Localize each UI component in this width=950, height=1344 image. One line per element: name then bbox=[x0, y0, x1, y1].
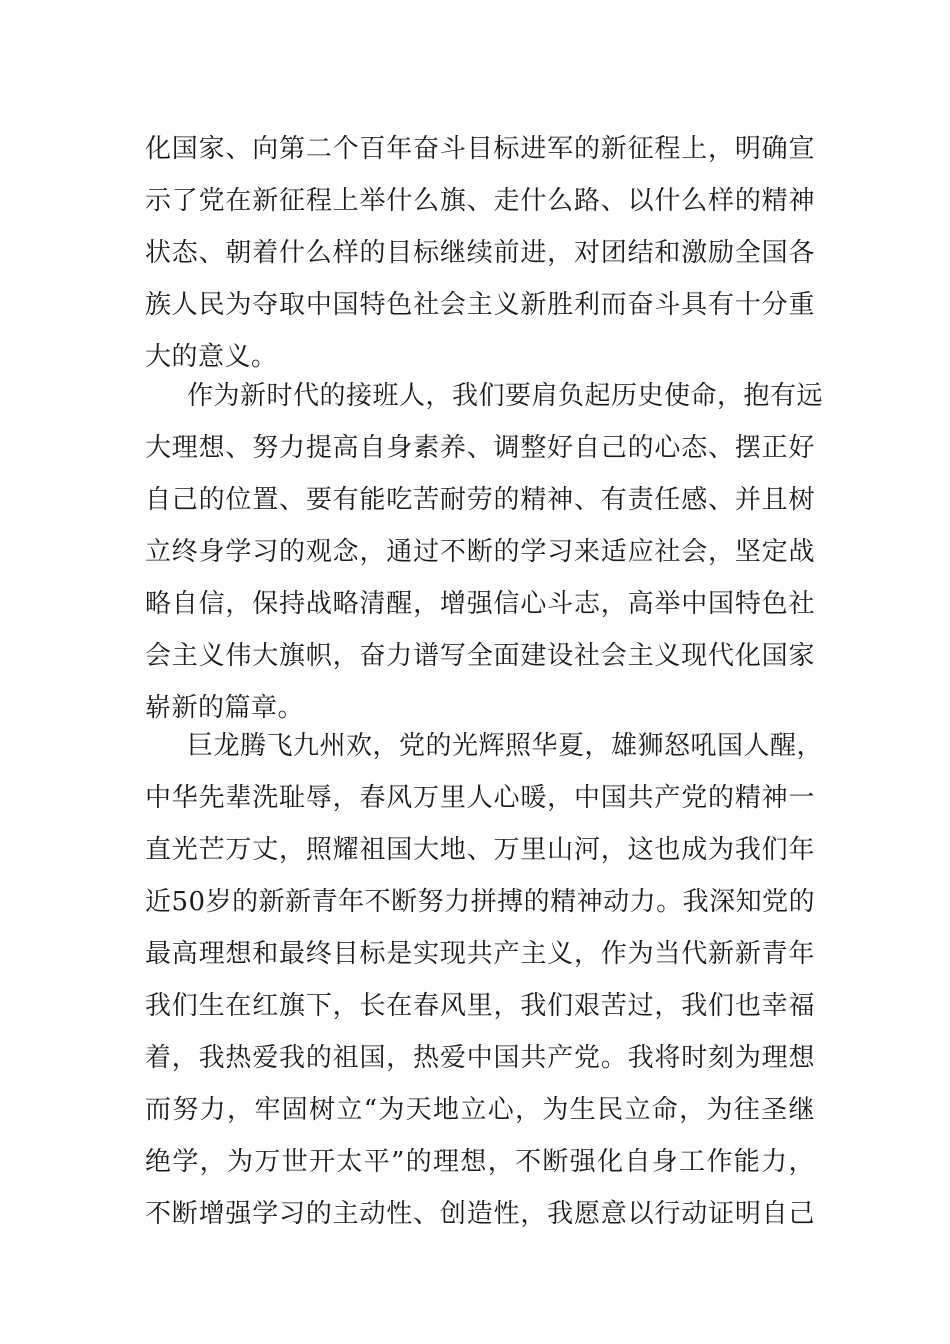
text-line: 化国家、向第二个百年奋斗目标进军的新征程上，明确宣 bbox=[145, 134, 815, 164]
text-line: 近50岁的新新青年不断努力拼搏的精神动力。我深知党的 bbox=[145, 887, 816, 917]
text-line: 着，我热爱我的祖国，热爱中国共产党。我将时刻为理想 bbox=[145, 1043, 815, 1073]
paragraph-2 bbox=[145, 370, 824, 734]
text-line: 巨龙腾飞九州欢，党的光辉照华夏，雄狮怒吼国人醒， bbox=[187, 731, 824, 761]
text-line: 而努力，牢固树立“为天地立心，为生民立命，为往圣继 bbox=[145, 1095, 815, 1125]
text-line: 立终身学习的观念，通过不断的学习来适应社会，坚定战 bbox=[145, 537, 815, 567]
text-line: 大理想、努力提高自身素养、调整好自己的心态、摆正好 bbox=[145, 433, 815, 463]
text-line: 状态、朝着什么样的目标继续前进，对团结和激励全国各 bbox=[145, 238, 815, 268]
text-line: 我们生在红旗下，长在春风里，我们艰苦过，我们也幸福 bbox=[145, 991, 815, 1021]
text-line: 示了党在新征程上举什么旗、走什么路、以什么样的精神 bbox=[145, 186, 815, 216]
paragraph-1 bbox=[145, 123, 815, 383]
text-line: 不断增强学习的主动性、创造性，我愿意以行动证明自己 bbox=[145, 1199, 815, 1229]
paragraph-3 bbox=[145, 720, 824, 1240]
text-line: 直光芒万丈，照耀祖国大地、万里山河，这也成为我们年 bbox=[145, 835, 815, 865]
text-line: 崭新的篇章。 bbox=[145, 693, 305, 723]
text-line: 最高理想和最终目标是实现共产主义，作为当代新新青年 bbox=[145, 939, 815, 969]
text-line: 作为新时代的接班人，我们要肩负起历史使命，抱有远 bbox=[187, 381, 824, 411]
text-line: 自己的位置、要有能吃苦耐劳的精神、有责任感、并且树 bbox=[145, 485, 815, 515]
text-line: 绝学，为万世开太平”的理想，不断强化自身工作能力， bbox=[145, 1147, 815, 1177]
text-line: 族人民为夺取中国特色社会主义新胜利而奋斗具有十分重 bbox=[145, 290, 815, 320]
text-line: 中华先辈洗耻辱，春风万里人心暖，中国共产党的精神一 bbox=[145, 783, 815, 813]
text-line: 会主义伟大旗帜，奋力谱写全面建设社会主义现代化国家 bbox=[145, 641, 815, 671]
text-line: 略自信，保持战略清醒，增强信心斗志，高举中国特色社 bbox=[145, 589, 815, 619]
text-line: 大的意义。 bbox=[145, 342, 278, 372]
